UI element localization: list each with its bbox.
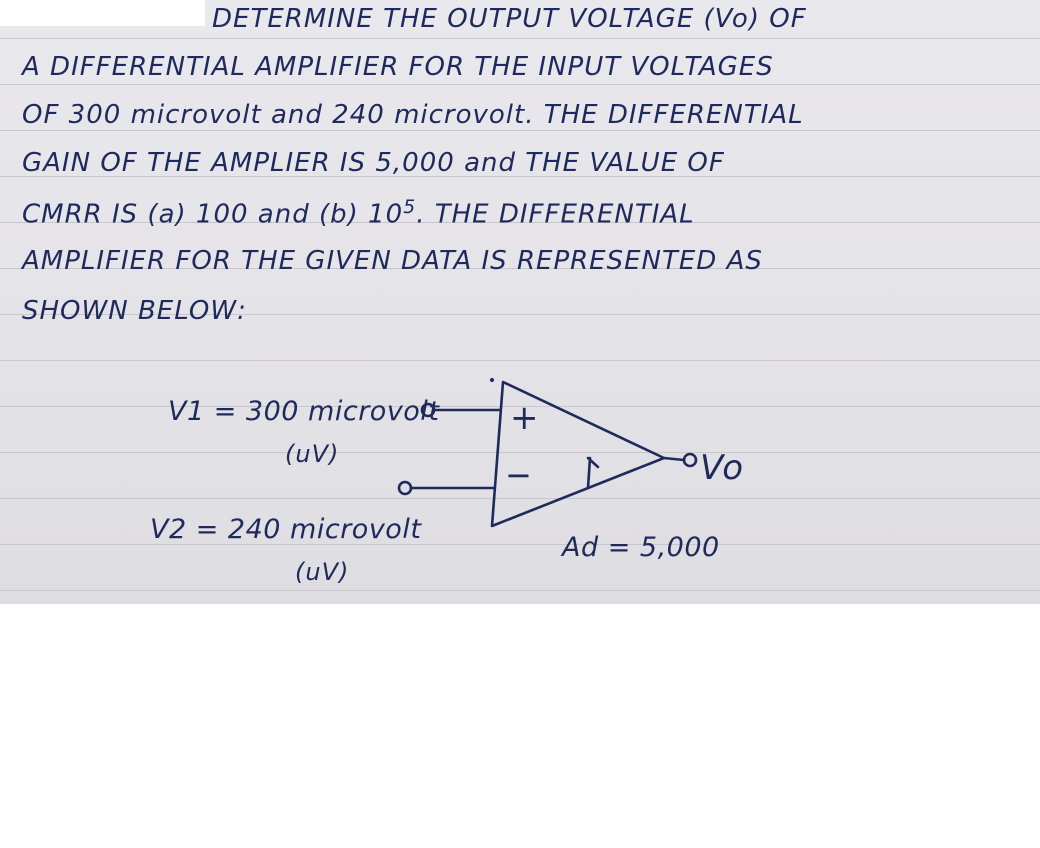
output-wire: [664, 458, 684, 460]
exponent: 5: [403, 196, 417, 218]
problem-line-3: OF 300 microvolt and 240 microvolt. THE DIFFERENTIAL: [22, 100, 804, 130]
minus-sign: −: [505, 456, 533, 494]
gain-label: Ad = 5,000: [562, 532, 720, 563]
plus-sign: +: [510, 398, 540, 438]
problem-line-5-head: CMRR IS (a) 100 and (b) 10: [22, 199, 404, 230]
v1-terminal: [422, 404, 434, 416]
output-terminal: [684, 454, 696, 466]
ink-dot: [490, 378, 494, 382]
v1-unit: (uV): [285, 440, 340, 468]
problem-line-7: SHOWN BELOW:: [22, 296, 247, 326]
output-label: Vo: [700, 448, 745, 488]
v2-terminal: [399, 482, 411, 494]
v1-label: V1 = 300 microvolt: [168, 396, 440, 427]
problem-line-1: DETERMINE THE OUTPUT VOLTAGE (Vo) OF: [212, 4, 807, 34]
opamp-triangle: [492, 382, 664, 526]
v2-label: V2 = 240 microvolt: [150, 514, 422, 545]
problem-line-6: AMPLIFIER FOR THE GIVEN DATA IS REPRESENTED AS: [22, 246, 763, 276]
problem-line-5-tail: . THE DIFFERENTIAL: [416, 199, 695, 230]
problem-line-4: GAIN OF THE AMPLIER IS 5,000 and THE VALUE OF: [22, 148, 725, 178]
v2-unit: (uV): [295, 558, 350, 586]
problem-line-2: A DIFFERENTIAL AMPLIFIER FOR THE INPUT VOLTAGES: [22, 52, 774, 82]
